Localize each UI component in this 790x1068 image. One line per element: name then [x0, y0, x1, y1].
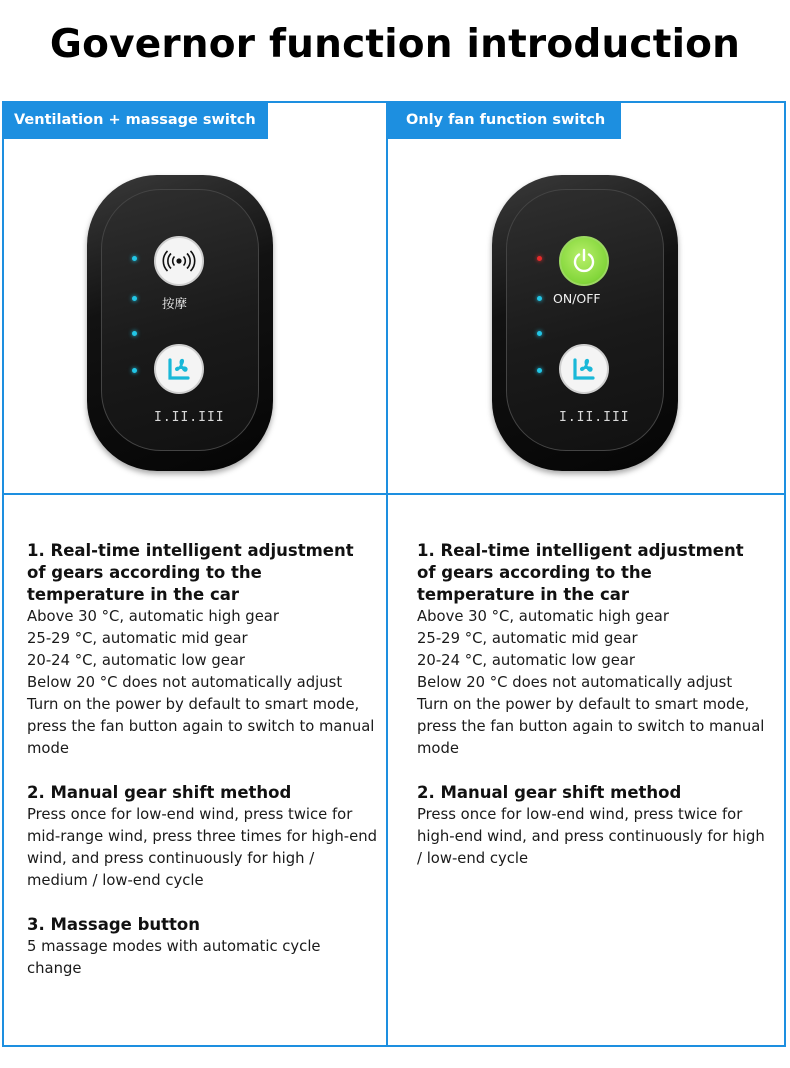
left-description-panel — [2, 493, 388, 1047]
text-line: Above 30 °C, automatic high gear — [27, 608, 279, 625]
section-heading: 2. Manual gear shift method — [417, 783, 682, 802]
text-line: Press once for low-end wind, press twice for mid-range wind, press three times for high-end wind, and press continuously for high / medium / low-end cycle — [27, 806, 377, 889]
power-button[interactable] — [559, 236, 609, 286]
status-led — [537, 331, 542, 336]
section-manual-gear — [27, 782, 377, 892]
right-description — [417, 540, 767, 892]
massage-button[interactable] — [154, 236, 204, 286]
text-line: 20-24 °C, automatic low gear — [417, 652, 635, 669]
switch-device-ventilation-massage — [87, 175, 273, 471]
text-line: Press once for low-end wind, press twice for high-end wind, and press continuously for high / low-end cycle — [417, 806, 765, 867]
power-icon — [570, 247, 598, 275]
text-line: 25-29 °C, automatic mid gear — [417, 630, 638, 647]
left-panel-tag: Ventilation + massage switch — [2, 101, 268, 139]
device-face — [101, 189, 259, 451]
section-heading: 1. Real-time intelligent adjustment of gears according to the temperature in the car — [417, 541, 744, 604]
text-line: Turn on the power by default to smart mode, press the fan button again to switch to manual mode — [417, 696, 765, 757]
status-led — [132, 296, 137, 301]
status-led — [132, 256, 137, 261]
gear-indicator: I.II.III — [154, 410, 225, 425]
switch-device-fan-only — [492, 175, 678, 471]
text-line: Below 20 °C does not automatically adjust — [417, 674, 733, 691]
power-label: ON/OFF — [553, 291, 601, 306]
fan-icon — [569, 354, 599, 384]
section-heading: 3. Massage button — [27, 915, 200, 934]
section-manual-gear — [417, 782, 767, 870]
right-device-panel — [386, 101, 786, 495]
text-line: Above 30 °C, automatic high gear — [417, 608, 669, 625]
left-device-panel — [2, 101, 388, 495]
section-heading: 1. Real-time intelligent adjustment of gears according to the temperature in the car — [27, 541, 354, 604]
text-line: 20-24 °C, automatic low gear — [27, 652, 245, 669]
section-heading: 2. Manual gear shift method — [27, 783, 292, 802]
gear-indicator: I.II.III — [559, 410, 630, 425]
status-led — [537, 296, 542, 301]
fan-icon — [164, 354, 194, 384]
massage-label: 按摩 — [162, 296, 188, 311]
left-description — [27, 540, 377, 1002]
text-line: Below 20 °C does not automatically adjust — [27, 674, 343, 691]
page-title: Governor function introduction — [49, 22, 741, 67]
vibration-icon — [162, 250, 196, 272]
text-line: Turn on the power by default to smart mode, press the fan button again to switch to manual mode — [27, 696, 375, 757]
fan-button[interactable] — [559, 344, 609, 394]
right-description-panel — [386, 493, 786, 1047]
status-led — [132, 331, 137, 336]
power-led — [537, 256, 542, 261]
section-massage — [27, 914, 377, 980]
device-face — [506, 189, 664, 451]
right-panel-tag: Only fan function switch — [386, 101, 621, 139]
fan-button[interactable] — [154, 344, 204, 394]
status-led — [537, 368, 542, 373]
section-temperature — [417, 540, 767, 760]
status-led — [132, 368, 137, 373]
text-line: 25-29 °C, automatic mid gear — [27, 630, 248, 647]
text-line: 5 massage modes with automatic cycle change — [27, 938, 321, 977]
section-temperature — [27, 540, 377, 760]
